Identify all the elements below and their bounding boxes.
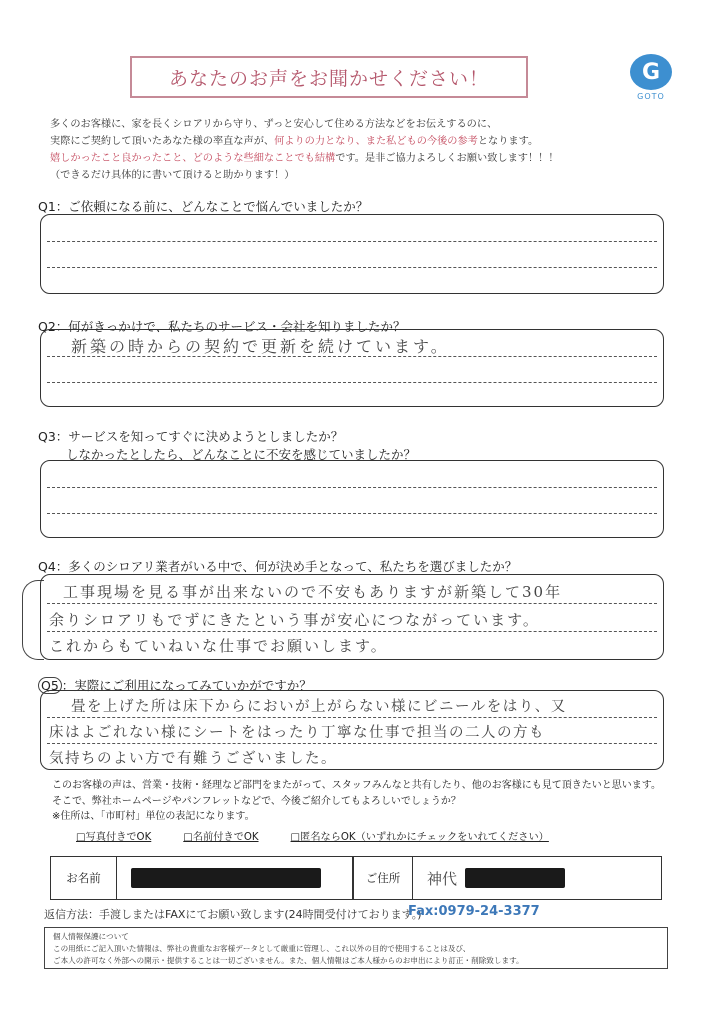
q5-answer-box [40, 690, 664, 770]
intro-line-1: 多くのお客様に、家を長くシロアリから守り、ずっと安心して住める方法などをお伝えするのに、 [50, 119, 498, 130]
logo-mark-icon: G [630, 54, 672, 90]
q5-answer-line-1: 畳を上げた所は床下からにおいが上がらない様にビニールをはり、又 [71, 699, 567, 715]
notes-line-1: このお客様の声は、営業・技術・経理など部門をまたがって、スタッフみんなと共有したり、他のお客様にも見て頂きたいと思います。 [52, 780, 661, 791]
privacy-line-2: この用紙にご記入頂いた情報は、弊社の貴重なお客様データとして厳重に管理し、これ以外の目的で使用することは及び、 [53, 944, 471, 953]
q1-label: Q1：ご依頼になる前に、どんなことで悩んでいましたか？ [38, 199, 369, 214]
q5-answer-line-2: 床はよごれない様にシートをはったり丁寧な仕事で担当の二人の方も [49, 725, 545, 741]
intro-line-3 [50, 150, 670, 167]
q3-label-line-1: Q3：サービスを知ってすぐに決めようとしましたか？ [38, 429, 344, 444]
q3-answer-box [40, 460, 664, 538]
consent-checkboxes [76, 828, 549, 843]
checkbox-anonymous-ok[interactable]: □匿名ならOK（いずれかにチェックをいれてください） [290, 832, 549, 843]
answer-line [47, 603, 657, 604]
logo-text: GOTO [637, 92, 665, 101]
q2-label: Q2：何がきっかけで、私たちのサービス・会社を知りましたか？ [38, 319, 406, 334]
q2-answer-line-1: 新築の時からの契約で更新を続けています。 [71, 337, 450, 356]
q5-number-circled: Q5 [38, 677, 62, 694]
q3-label [38, 427, 416, 463]
page-title: あなたのお声をお聞かせください！ [168, 67, 489, 90]
name-address-table [50, 856, 662, 900]
intro-highlight-1: 何よりの力となり、また私どもの今後の参考 [274, 136, 478, 147]
address-value: 神代 [427, 869, 458, 888]
q3-label-line-2: しなかったとしたら、どんなことに不安を感じていましたか？ [66, 447, 417, 462]
intro-line-3b: です。是非ご協力よろしくお願い致します！！！ [335, 153, 559, 164]
name-label: お名前 [51, 857, 117, 899]
q1-answer-box [40, 214, 664, 294]
consent-notes [52, 778, 661, 825]
q2-answer-box [40, 329, 664, 407]
q4-answer-line-1: 工事現場を見る事が出来ないので不安もありますが新築して30年 [63, 583, 563, 601]
privacy-line-1: 個人情報保護について [53, 932, 129, 941]
address-redaction [465, 868, 565, 888]
name-redaction [131, 868, 321, 888]
intro-highlight-2: 嬉しかったこと良かったこと、どのような些細なことでも結構 [50, 153, 336, 164]
address-label: ご住所 [353, 857, 413, 899]
checkbox-photo-ok[interactable]: □写真付きでOK [76, 832, 152, 843]
answer-line [47, 717, 657, 718]
answer-line [47, 487, 657, 488]
answer-line [47, 743, 657, 744]
answer-line [47, 241, 657, 242]
notes-line-3: ※住所は、「市町村」単位の表記になります。 [52, 811, 255, 822]
notes-line-2: そこで、弊社ホームページやパンフレットなどで、今後ご紹介してもよろしいでしょうか？ [52, 795, 461, 807]
q4-answer-line-3: これからもていねいな仕事でお願いします。 [49, 637, 388, 655]
intro-line-4: （できるだけ具体的に書いて頂けると助かります！） [50, 170, 295, 181]
q4-label: Q4：多くのシロアリ業者がいる中で、何が決め手となって、私たちを選びましたか？ [38, 559, 518, 574]
answer-line [47, 631, 657, 632]
intro-line-2 [50, 133, 670, 150]
q4-answer-line-2: 余りシロアリもでずにきたという事が安心につながっています。 [49, 611, 540, 629]
checkbox-name-ok[interactable]: □名前付きでOK [183, 832, 259, 843]
address-field[interactable] [413, 857, 661, 899]
name-field[interactable] [117, 857, 353, 899]
intro-line-2b: となります。 [477, 136, 539, 147]
answer-line [47, 267, 657, 268]
title-box [130, 56, 528, 98]
q4-answer-box [40, 574, 664, 660]
privacy-notice [44, 927, 668, 969]
q5-label-text: ：実際にご利用になってみていかがですか？ [61, 678, 312, 693]
reply-method: 返信方法：手渡しまたはFAXにてお願い致します(24時間受付けております。) [44, 908, 422, 921]
goto-logo [628, 54, 674, 104]
answer-line [47, 382, 657, 383]
intro-line-2a: 実際にご契約して頂いたあなた様の率直な声が、 [50, 136, 275, 147]
intro-text [50, 116, 670, 184]
q5-answer-line-3: 気持ちのよい方で有難うございました。 [49, 751, 337, 767]
privacy-line-3: ご本人の許可なく外部への開示・提供することは一切ございません。また、個人情報はご本人様からのお申出により訂正・削除致します。 [53, 956, 524, 965]
fax-number: Fax:0979-24-3377 [408, 904, 540, 919]
answer-line [47, 513, 657, 514]
